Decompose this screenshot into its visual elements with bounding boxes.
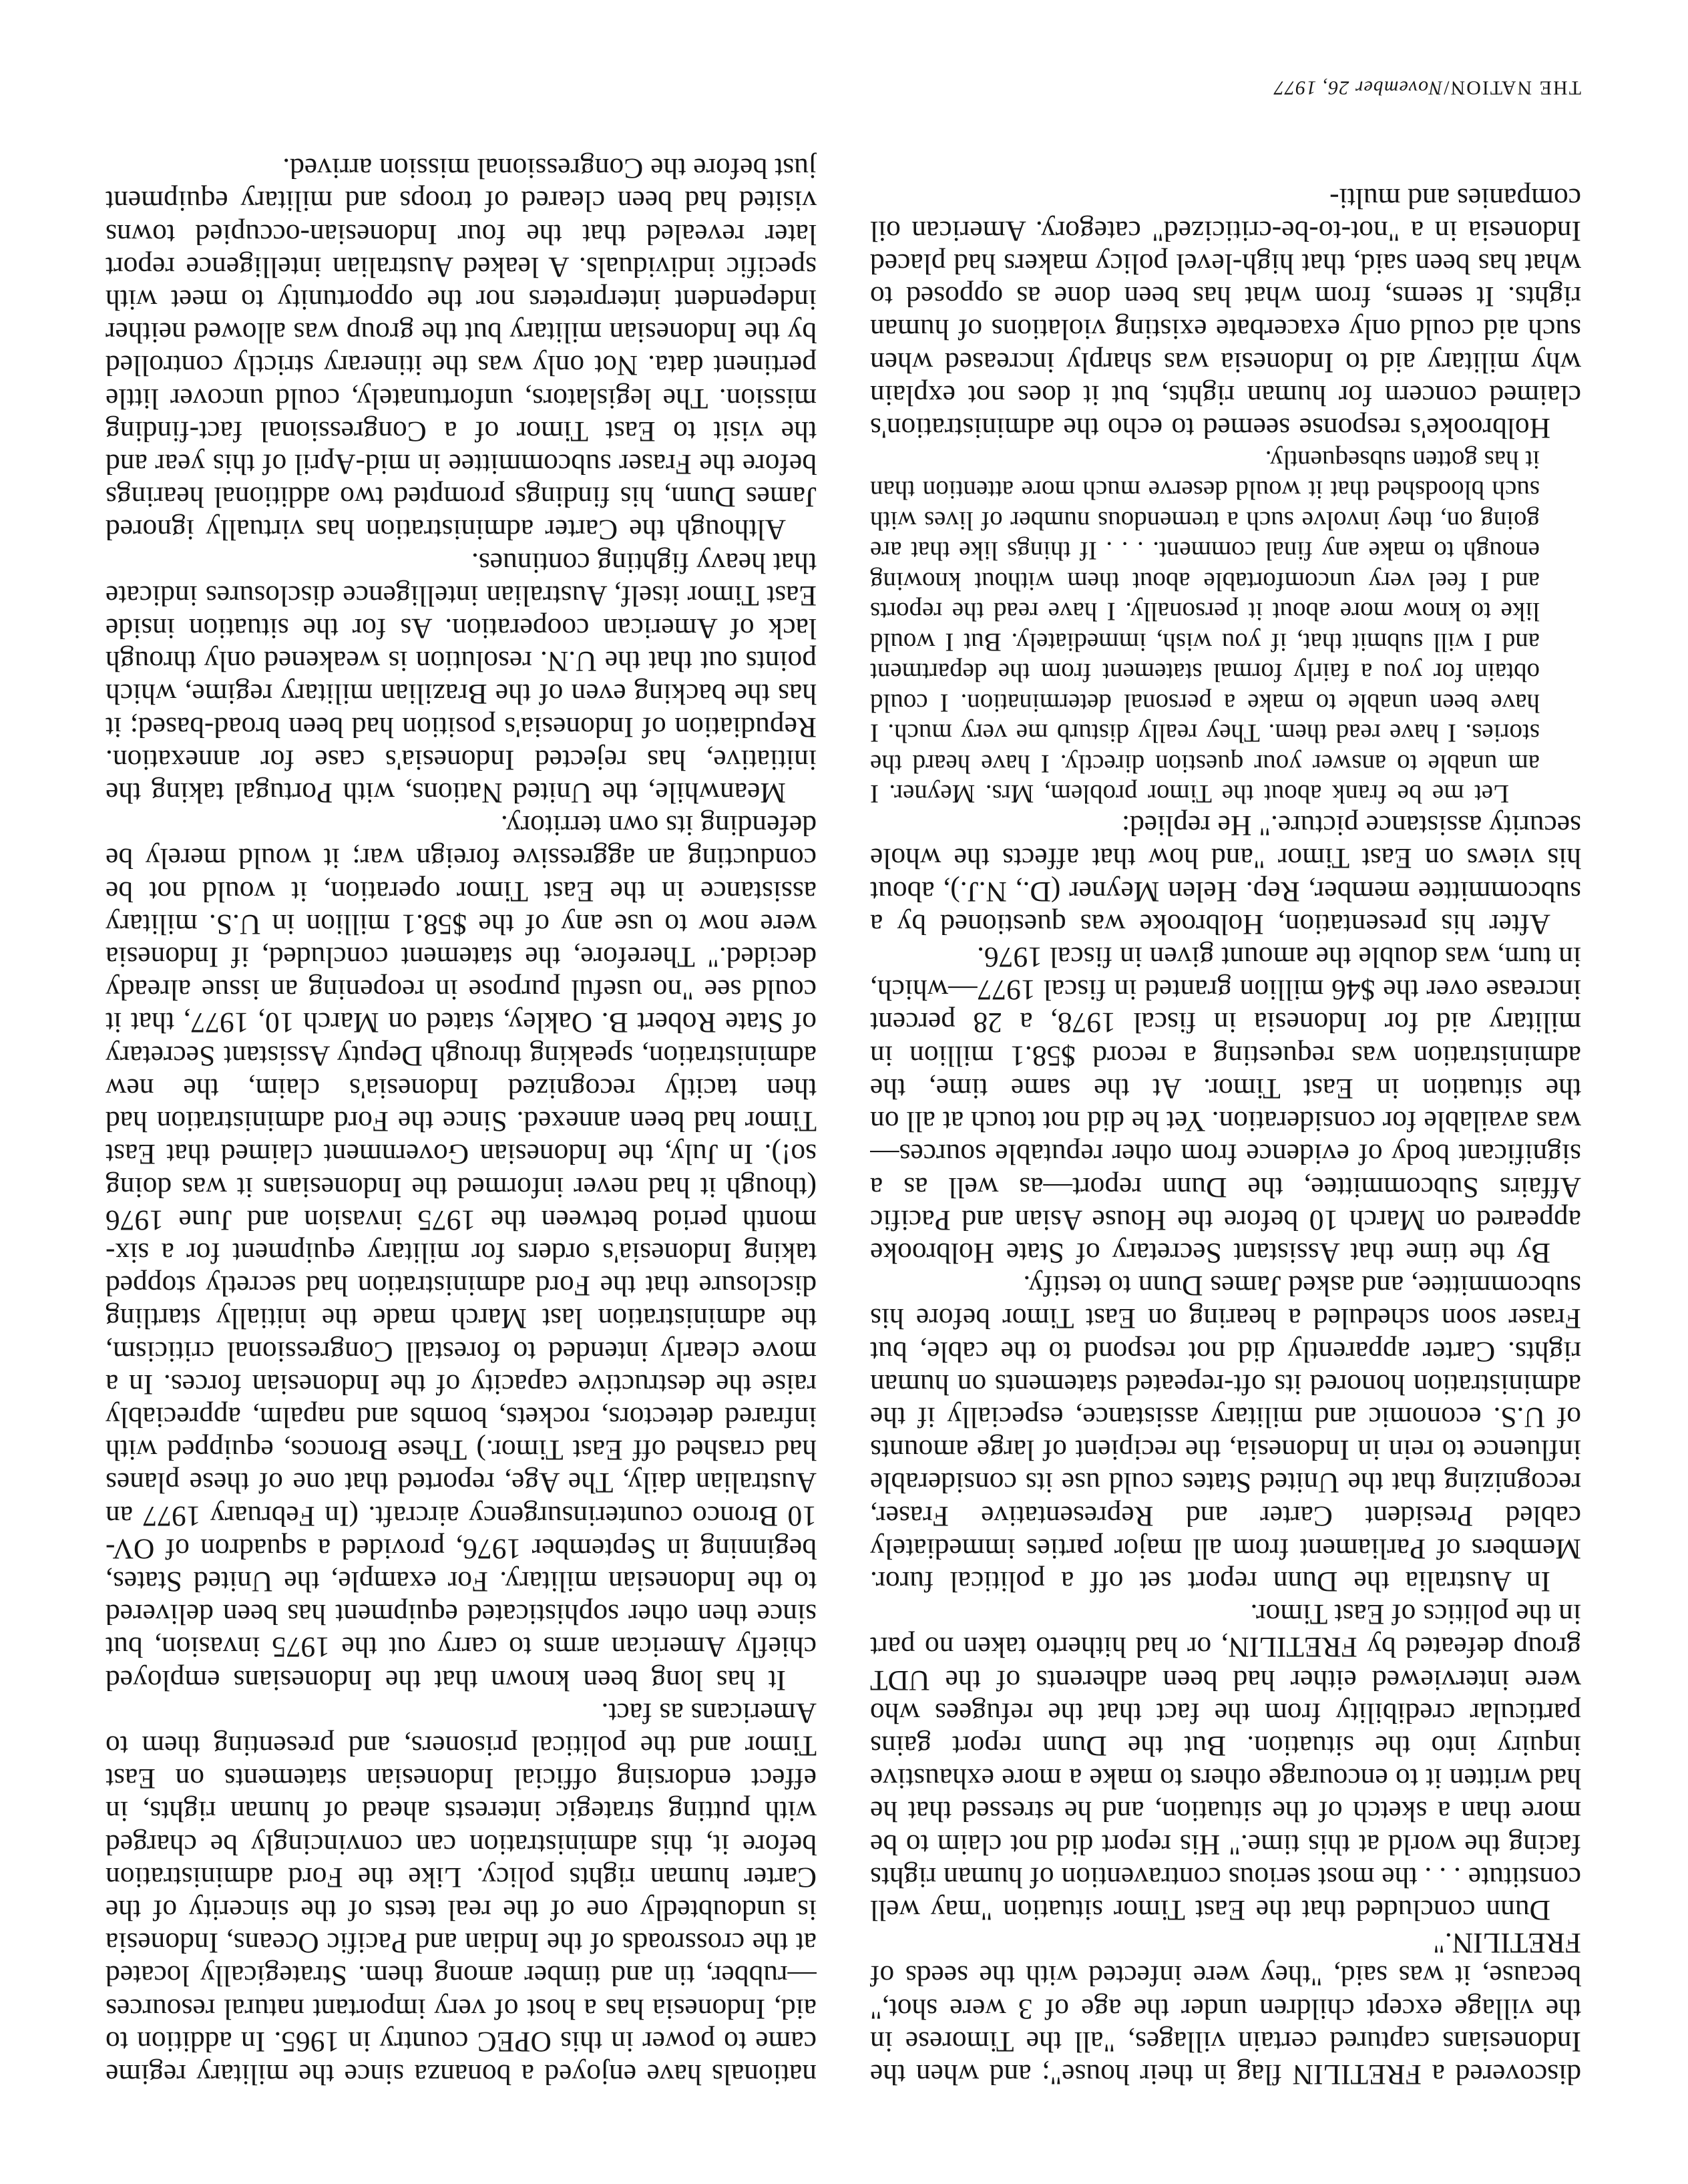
paragraph: In Australia the Dunn report set off a political furor. Members of Parliament from all major parties immediately cabled President Carter and Representative Fraser, recognizing that the United States could use its considerable influence to rein in Indonesia, the recipient of large amounts of U.S. economic and military assistance, especially if the administration honored its oft-repeated statements on human rights. Carter apparently did not respond to the cable, but Fraser soon scheduled a hearing on East Timor before his subcommittee, and asked James Dunn to testify.	[870, 1270, 1581, 1598]
paragraph: Meanwhile, the United Nations, with Portugal taking the initiative, has rejected Indonesia's case for annexation. Repudiation of Indonesia's position had been broad-based; it has the backing even of the Brazilian military regime, which points out that the U.N. resolution is weakened only through lack of American cooperation. As for the situation inside East Timor itself, Australian intelligence disclosures indicate that heavy fighting continues.	[106, 546, 817, 809]
issue-date: November 26, 1977	[1273, 77, 1443, 99]
paragraph: By the time that Assistant Secretary of State Holbrooke appeared on March 10 before the House Asian and Pacific Affairs Subcommittee, the Dunn report—as well as a significant body of evidence from other reputable sources—was available for consideration. Yet he did not touch at all on the situation in East Timor. At the same time, the administration was requesting a record $58.1 million in military aid for Indonesia in fiscal 1978, a 28 percent increase over the $46 million granted in fiscal 1977—which, in turn, was double the amount given in fiscal 1976.	[870, 941, 1581, 1269]
right-text-column	[106, 114, 817, 2090]
running-head	[1273, 76, 1581, 99]
paragraph: After his presentation, Holbrooke was questioned by a subcommittee member, Rep. Helen Meyner (D., N.J.), about his views on East Timor "and how that affects the whole security assistance picture." He replied:	[870, 809, 1581, 940]
paragraph: Holbrooke's response seemed to echo the administration's claimed concern for human rights, but it does not explain why military aid to Indonesia was sharply increased when such aid could only exacerbate existing violations of human rights. It seems, from what has been done as opposed to what has been said, that high-level policy makers had placed Indonesia in a "not-to-be-criticized" category. American oil companies and multi-	[870, 182, 1581, 445]
paragraph: nationals have enjoyed a bonanza since the military regime came to power in this OPEC country in 1965. In addition to aid, Indonesia has a host of very important natural resources—rubber, tin and timber among them. Strategically located at the crossroads of the Indian and Pacific Oceans, Indonesia is undoubtedly one of the real tests of the sincerity of the Carter human rights policy. Like the Ford administration before it, this administration can convincingly be charged with putting strategic interests ahead of human rights, in effect endorsing official Indonesian statements on East Timor and the political prisoners, and presenting them to Americans as fact.	[106, 1696, 817, 2090]
paragraph: It has long been known that the Indonesians employed chiefly American arms to carry out the 1975 invasion, but since then other sophisticated equipment has been delivered to the Indonesian military. For example, the United States, beginning in September 1976, provided a squadron of OV-10 Bronco counterinsurgency aircraft. (In February 1977 an Australian daily, The Age, reported that one of these planes had crashed off East Timor.) These Broncos, equipped with infrared detectors, rockets, bombs and napalm, appreciably raise the destructive capacity of the Indonesian forces. In a move clearly intended to forestall Congressional criticism, the administration last March made the initially startling disclosure that the Ford administration had secretly stopped taking Indonesia's orders for military equipment for a six-month period between the 1975 invasion and June 1976 (though it had never informed the Indonesians it was doing so!). In July, the Indonesian Government claimed that East Timor had been annexed. Since the Ford administration had then tacitly recognized Indonesia's claim, the new administration, speaking through Deputy Assistant Secretary of State Robert B. Oakley, stated on March 10, 1977, that it could see "no useful purpose in reopening an issue already decided." Therefore, the statement concluded, if Indonesia were now to use any of the $58.1 million in U.S. military assistance in the East Timor operation, it would not be conducting an aggressive foreign war; it would merely be defending its own territory.	[106, 809, 817, 1696]
paragraph: Dunn concluded that the East Timor situation "may well constitute . . . the most serious contravention of human rights facing the world at this time." His report did not claim to be more than a sketch of the situation, and he stressed that he had written it to encourage others to make a more exhaustive inquiry into the situation. But the Dunn report gains particular credibility from the fact that the refugees who were interviewed either had been adherents of the UDT group defeated by FRETILIN, or had hitherto taken no part in the politics of East Timor.	[870, 1598, 1581, 1926]
block-quote: Let me be frank about the Timor problem, Mrs. Meyner. I am unable to answer your question directly. I have heard the stories. I have read them. They really disturb me very much. I have been unable to make a personal determination. I could obtain for you a fairly formal statement from the department and I will submit that, if you wish, immediately. But I would like to know more about it personally. I have read the reports and I feel very uncomfortable about them without knowing enough to make any final comment. . . . If things like that are going on, they involve such a tremendous number of lives with such bloodshed that it would deserve much more attention than it has gotten subsequently.	[870, 445, 1540, 809]
magazine-name: THE NATION/	[1442, 77, 1581, 99]
left-text-column	[870, 114, 1581, 2090]
paragraph: discovered a FRETILIN flag in their house"; and when the Indonesians captured certain villages, "all the Timorese in the village except children under the age of 3 were shot," because, it was said, "they were infected with the seeds of FRETILIN."	[870, 1927, 1581, 2090]
paragraph: Although the Carter administration has virtually ignored James Dunn, his findings prompted two additional hearings before the Fraser subcommittee in mid-April of this year and the visit to East Timor of a Congressional fact-finding mission. The legislators, unfortunately, could uncover little pertinent data. Not only was the itinerary strictly controlled by the Indonesian military but the group was allowed neither independent interpreters nor the opportunity to meet with specific individuals. A leaked Australian intelligence report later revealed that the four Indonesian-occupied towns visited had been cleared of troops and military equipment just before the Congressional mission arrived.	[106, 152, 817, 546]
